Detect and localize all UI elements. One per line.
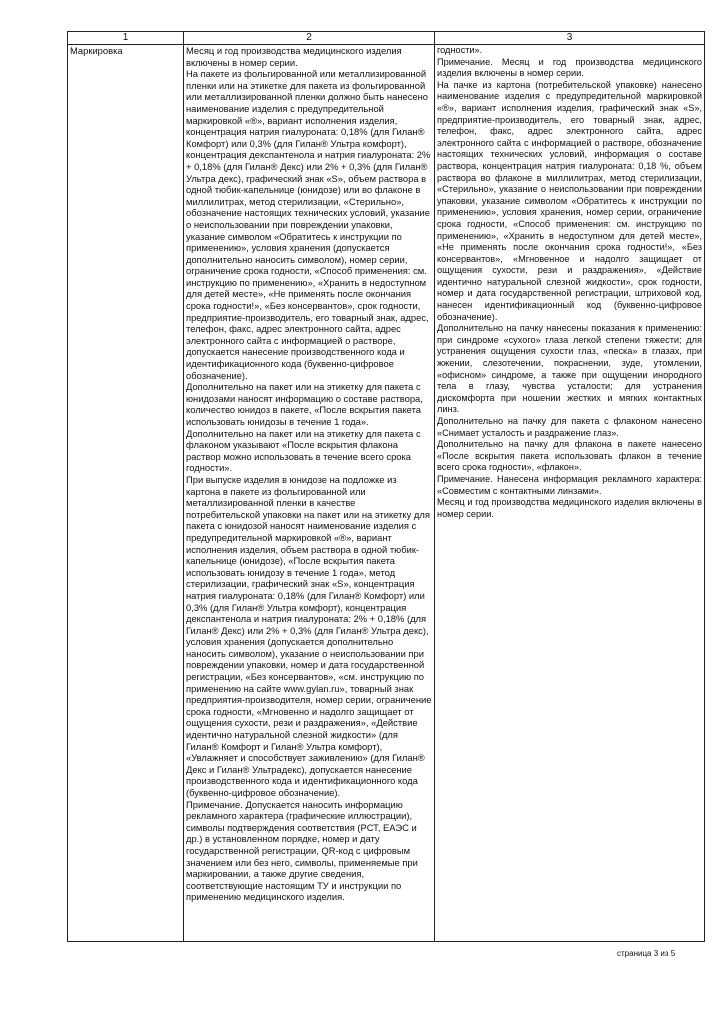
col2-paragraph: Дополнительно на пакет или на этикетку для пакета с флаконом указывают «После вскрытия флакона раствор можно использовать в течение всего срока годности». — [186, 427, 421, 474]
column-2-cell — [184, 45, 435, 942]
col2-paragraph: При выпуске изделия в юнидозе на подложке из картона в пакете из фольгированной или металлизированной пленки в качестве потребительской упаковки на пакет или на этикетку для пакета с юнидозой наносят наименование изделия с предупредительной маркировкой «®», вариант исполнения изделия, объем раствора в одной тюбик-капельнице (юнидозе), «После вскрытия пакета использовать юнидозу в течение 1 года», метод стерилизации, графический знак «S», концентрация натрия гиалуроната: 0,18% (для Гилан® Комфорт) или 0,3% (для Гилан® Ультра комфорт), концентрация декспантенола и натрия гиалуроната: 2% + 0,18% (для Гилан® Декс) или 2% + 0,3% (для Гилан® Ультра декс), условия хранения (допускается дополнительно наносить символом), указание о неиспользовании при повреждении упаковки, номер и дата государственной регистрации, «Без консервантов», «см. инструкцию по применению на сайте www.gylan.ru», товарный знак предприятия-производителя, номер серии, ограничение срока годности, «Мгновенно и надолго защищает от ощущения сухости, рези и раздражения», «Действие идентично натуральной слезной жидкости» (для Гилан® Комфорт и Гилан® Ультра комфорт), «Увлажняет и способствует заживлению» (для Гилан® Декс и Гилан® Ультрадекс), допускается нанесение производственного кода и идентификационного кода (буквенно-цифровое обозначение). — [186, 473, 432, 798]
col3-paragraph: годности». — [437, 45, 483, 55]
col2-paragraph: Месяц и год производства медицинского изделия включены в номер серии. — [186, 45, 402, 68]
col3-paragraph: Месяц и год производства медицинского изделия включены в номер серии. — [437, 497, 702, 519]
col3-paragraph: Дополнительно на пачку нанесены показания к применению: при синдроме «сухого» глаза легкой степени тяжести; для устранения ощущения сухости глаз, «песка» в глазах, при жжении, слезотечении, покраснении, зуде, утомлении, «офисном» синдроме, а также при ощущении инородного тела в глазу, чувства усталости; для устранения дискомфорта при ношении жестких и мягких контактных линз. — [437, 323, 702, 415]
col2-paragraph: На пакете из фольгированной или металлизированной пленки или на этикетке для пакета из фольгированной или металлизированной пленки должно быть нанесено наименование изделия с предупредительной маркировкой «®», вариант исполнения изделия, концентрация натрия гиалуроната: 0,18% (для Гилан® Комфорт) или 0,3% (для Гилан® Ультра комфорт), концентрация декспантенола и натрия гиалуроната: 2% + 0,18% (для Гилан® Декс) или 2% + 0,3% (для Гилан® Ультра декс), графический знак «S», объем раствора в одной тюбик-капельнице (юнидозе) или во флаконе в миллилитрах, метод стерилизации, «Стерильно», обозначение настоящих технических условий, указание о неиспользовании при повреждении упаковки, указание символом «Обратитесь к инструкции по применению», условия хранения (допускается дополнительно наносить символом), номер серии, ограничение срока годности, «Способ применения: см. инструкцию по применению», «Хранить в недоступном для детей месте», «Не применять после окончания срока годности!», «Без консервантов», срок годности, предприятие-производитель, его товарный знак, адрес, телефон, факс, адрес электронного сайта, адрес электронного сайта с информацией о растворе, допускается нанесение производственного кода и идентификационного кода (буквенно-цифровое обозначение). — [186, 68, 431, 381]
col3-paragraph: Примечание. Месяц и год производства медицинского изделия включены в номер серии. — [437, 56, 702, 79]
col3-paragraph: На пачке из картона (потребительской упаковке) нанесено наименование изделия с предупредительной маркировкой «®», вариант исполнения изделия, графический знак «S», предприятие-производитель, его товарный знак, адрес, телефон, факс, адрес электронного сайта, адрес электронного сайта с информацией о растворе, обозначение настоящих технических условий, информация о составе раствора, концентрация натрия гиалуроната: 0,18 %, объем раствора во флаконе в миллилитрах, метод стерилизации, «Стерильно», указание о неиспользовании при повреждении упаковки, указание символом «Обратитесь к инструкции по применению», условия хранения, номер серии, ограничение срока годности, «Способ применения: см. инструкцию по применению», «Хранить в недоступном для детей месте», «Не применять после окончания срока годности!», «Без консервантов», «Мгновенное и надолго защищает от ощущения сухости, рези и раздражения», «Действие идентично натуральной слезной жидкости», срок годности, номер и дата государственной регистрации, штриховой код, нанесен идентификационный код (буквенно-цифровое обозначение). — [437, 79, 702, 322]
table-header-row — [68, 32, 705, 45]
col3-paragraph: Примечание. Нанесена информация рекламного характера: «Совместим с контактными линзами». — [437, 473, 702, 496]
col2-paragraph: Дополнительно на пакет или на этикетку для пакета с юнидозами наносят информацию о составе раствора, количество юнидоз в пакете, «После вскрытия пакета использовать юнидозы в течение 1 года». — [186, 381, 423, 427]
table-row — [68, 45, 705, 942]
col3-paragraph: Дополнительно на пачку для флакона в пакете нанесено «После вскрытия пакета использовать флакон в течение всего срока годности», «флакон». — [437, 439, 702, 473]
column-header-1: 1 — [68, 32, 184, 45]
col2-paragraph: Примечание. Допускается наносить информацию рекламного характера (графические иллюстрации), символы подтверждения соответствия (РСТ, ЕАЭС и др.) в установленном порядке, номер и дату государственной регистрации, QR-код с цифровым значением или без него, символы, применяемые при маркировании, а также другие сведения, соответствующие настоящим ТУ и инструкции по применению медицинского изделия. — [186, 798, 418, 903]
column-header-3: 3 — [435, 32, 705, 45]
specification-table — [67, 31, 705, 942]
row-label: Маркировка — [68, 45, 184, 942]
column-3-cell — [435, 45, 705, 942]
col3-paragraph: Дополнительно на пачку для пакета с флаконом нанесено «Снимает усталость и раздражение глаз». — [437, 416, 702, 438]
page-number: страница 3 из 5 — [617, 949, 676, 958]
column-header-2: 2 — [184, 32, 435, 45]
